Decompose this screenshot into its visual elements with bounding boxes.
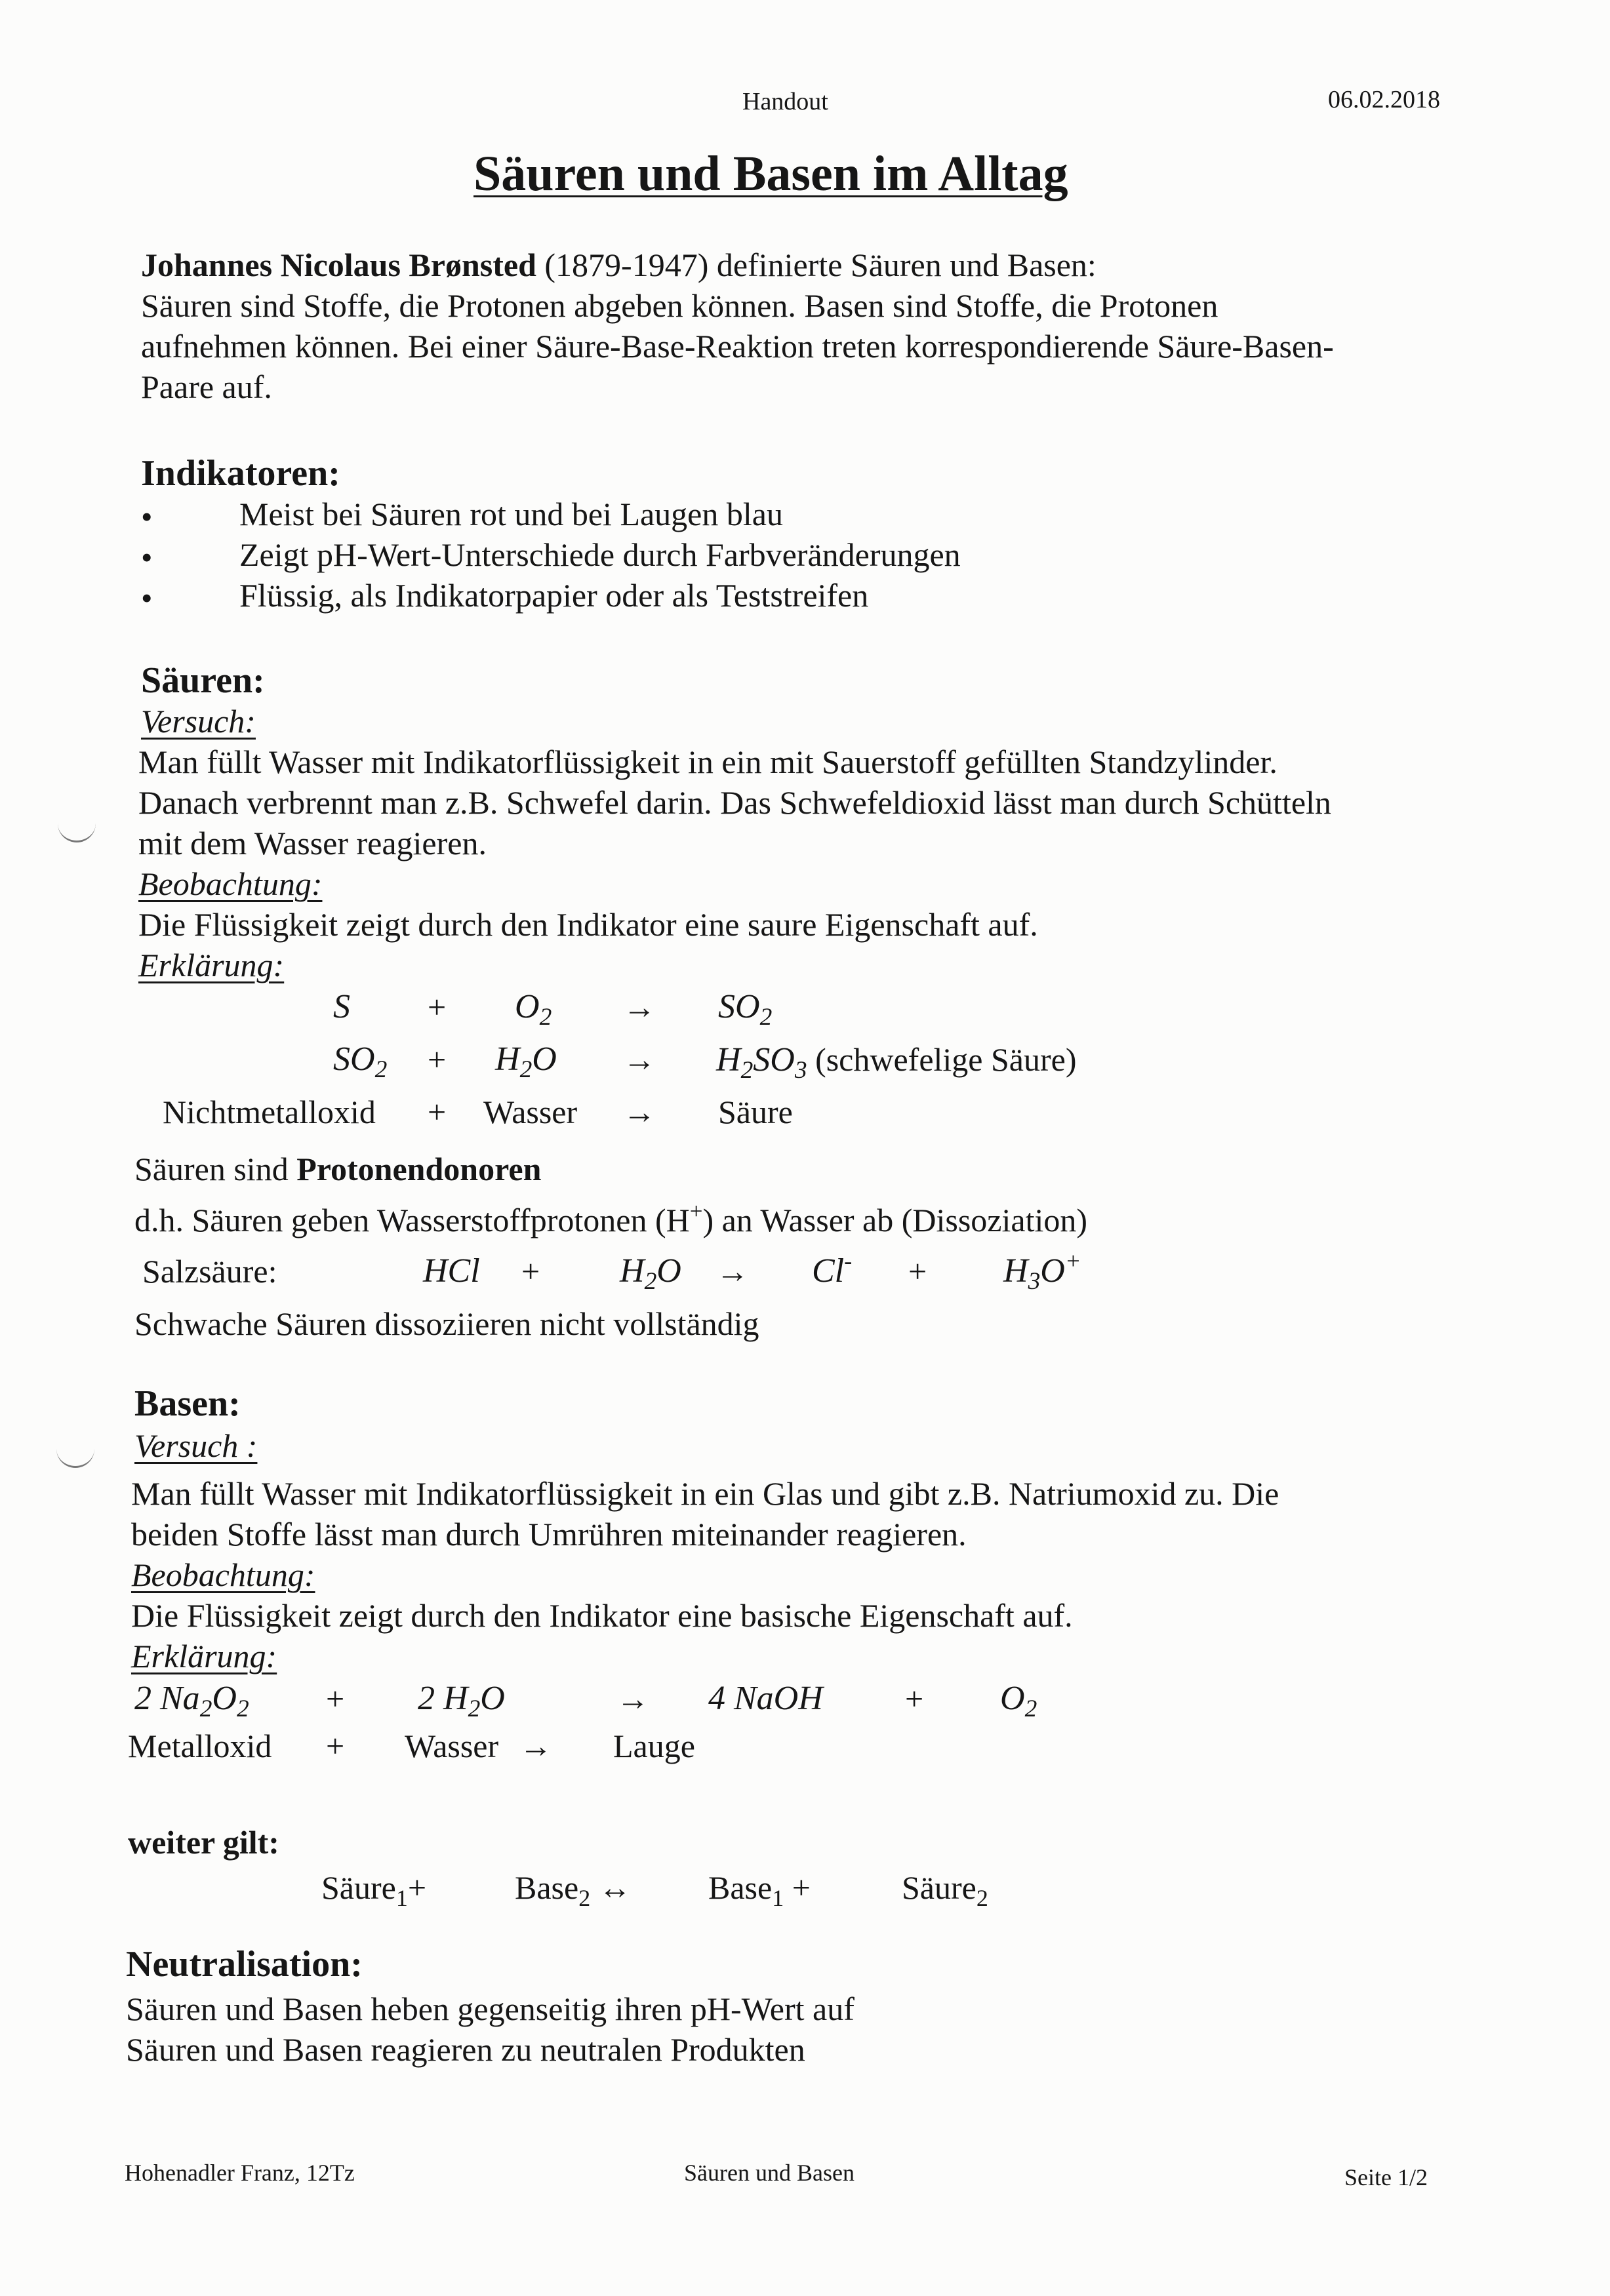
basen-eq1-arrow: →: [616, 1680, 649, 1717]
bullet-icon: •: [141, 580, 153, 616]
eq3-saeure: Säure: [718, 1094, 793, 1130]
basen-erklaerung-label: Erklärung:: [131, 1638, 277, 1674]
saeuren-heading: Säuren:: [141, 660, 265, 701]
salz-water: $H_2O$: [620, 1252, 681, 1296]
eq2-plus: +: [428, 1041, 447, 1078]
indikator-item-3: Flüssig, als Indikatorpapier oder als Teststreifen: [239, 577, 869, 614]
neutralisation-line-2: Säuren und Basen reagieren zu neutralen Produkten: [126, 2031, 805, 2068]
brønsted-name: Johannes Nicolaus Brønsted: [141, 247, 536, 283]
salz-chloride: Cl-: [812, 1247, 853, 1290]
footer-topic: Säuren und Basen: [684, 2160, 855, 2186]
weiter-saeure-1: Säure$_1$+: [321, 1869, 427, 1911]
saeuren-erklaerung-label: Erklärung:: [138, 947, 285, 983]
eq2-product: $H_2SO_3$ (schwefelige Säure): [716, 1041, 1077, 1084]
neutralisation-heading: Neutralisation:: [126, 1944, 363, 1985]
intro-line-1: [141, 245, 1097, 285]
dissoziation-line: d.h. Säuren geben Wasserstoffprotonen (H+) an Wasser ab (Dissoziation): [134, 1198, 1088, 1238]
basen-eq1-naoh: 4 NaOH: [708, 1680, 823, 1717]
intro-line-4: Paare auf.: [141, 368, 272, 405]
basen-eq2-metalloxid: Metalloxid: [128, 1728, 272, 1764]
neutralisation-line-1: Säuren und Basen heben gegenseitig ihren pH-Wert auf: [126, 1990, 855, 2027]
basen-beobachtung-label: Beobachtung:: [131, 1556, 315, 1593]
footer-page-number: Seite 1/2: [1344, 2164, 1428, 2190]
indikatoren-heading: Indikatoren:: [141, 453, 340, 494]
protonendonoren-line: Säuren sind Protonendonoren: [134, 1151, 542, 1187]
punch-hole-mark: [56, 1449, 94, 1468]
eq1-sulfur: S: [333, 988, 350, 1025]
basen-eq1-plus-2: +: [905, 1680, 924, 1717]
saeuren-versuch-line-2: Danach verbrennt man z.B. Schwefel darin. Das Schwefeldioxid lässt man durch Schütteln: [138, 784, 1331, 821]
basen-heading: Basen:: [134, 1383, 241, 1424]
header-label: Handout: [742, 88, 828, 115]
indikator-item-2: Zeigt pH-Wert-Unterschiede durch Farbveränderungen: [239, 536, 961, 573]
eq1-arrow: →: [623, 989, 656, 1025]
intro-line-3: aufnehmen können. Bei einer Säure-Base-Reaktion treten korrespondierende Säure-Basen-: [141, 328, 1334, 365]
eq3-arrow: →: [623, 1094, 656, 1130]
basen-eq1-plus-1: +: [326, 1680, 345, 1717]
basen-versuch-label: Versuch :: [134, 1427, 258, 1464]
salz-hcl: HCl: [423, 1252, 480, 1290]
eq2-arrow: →: [623, 1041, 656, 1078]
salz-oxonium: $H_3O^+$: [1003, 1247, 1081, 1296]
eq1-oxygen: $O_2$: [515, 988, 552, 1031]
bullet-icon: •: [141, 539, 153, 576]
saeuren-versuch-label: Versuch:: [141, 703, 256, 740]
schwache-saeuren-line: Schwache Säuren dissoziieren nicht vollständig: [134, 1305, 759, 1342]
eq3-wasser: Wasser: [483, 1094, 578, 1130]
salz-plus-2: +: [908, 1253, 927, 1290]
weiter-base-1: Base$_1$ +: [708, 1869, 811, 1911]
basen-eq1-water: 2 $H_2O$: [418, 1680, 505, 1723]
eq1-plus: +: [428, 989, 447, 1025]
saeuren-beobachtung-label: Beobachtung:: [138, 865, 323, 902]
footer-author: Hohenadler Franz, 12Tz: [125, 2160, 355, 2186]
salzsaeure-label: Salzsäure:: [142, 1253, 277, 1290]
saeuren-beobachtung-text: Die Flüssigkeit zeigt durch den Indikator eine saure Eigenschaft auf.: [138, 906, 1038, 943]
eq2-reactant-a: $SO_2$: [333, 1040, 388, 1084]
eq3-nichtmetalloxid: Nichtmetalloxid: [163, 1094, 376, 1130]
bullet-icon: •: [141, 498, 153, 535]
page-title: Säuren und Basen im Alltag: [473, 146, 1068, 201]
intro-line-1-rest: (1879-1947) definierte Säuren und Basen:: [544, 247, 1097, 283]
basen-beobachtung-text: Die Flüssigkeit zeigt durch den Indikator eine basische Eigenschaft auf.: [131, 1597, 1073, 1634]
basen-eq2-plus: +: [326, 1728, 345, 1764]
basen-versuch-line-2: beiden Stoffe lässt man durch Umrühren miteinander reagieren.: [131, 1516, 967, 1553]
basen-versuch-line-1: Man füllt Wasser mit Indikatorflüssigkeit in ein Glas und gibt z.B. Natriumoxid zu. Die: [131, 1475, 1279, 1512]
basen-eq1-oxygen: $O_2$: [1000, 1680, 1037, 1723]
punch-hole-mark: [58, 823, 96, 842]
basen-eq1-peroxide: 2 $Na_2O_2$: [134, 1680, 249, 1723]
eq3-plus: +: [428, 1094, 447, 1130]
salz-arrow: →: [716, 1253, 749, 1290]
eq1-product: $SO_2$: [718, 988, 773, 1031]
saeuren-versuch-line-1: Man füllt Wasser mit Indikatorflüssigkeit in ein mit Sauerstoff gefüllten Standzylinder.: [138, 743, 1278, 780]
saeuren-versuch-line-3: mit dem Wasser reagieren.: [138, 825, 487, 861]
salz-plus-1: +: [521, 1253, 540, 1290]
eq2-water: $H_2O$: [495, 1040, 557, 1084]
header-date: 06.02.2018: [1328, 86, 1440, 113]
basen-eq2-arrow: →: [519, 1728, 552, 1764]
basen-eq2-lauge: Lauge: [613, 1728, 695, 1764]
indikator-item-1: Meist bei Säuren rot und bei Laugen blau: [239, 496, 783, 532]
intro-line-2: Säuren sind Stoffe, die Protonen abgeben können. Basen sind Stoffe, die Protonen: [141, 287, 1218, 324]
weiter-base-2: Base$_2$ ↔: [515, 1869, 632, 1911]
basen-eq2-wasser: Wasser: [405, 1728, 499, 1764]
weiter-saeure-2: Säure$_2$: [902, 1869, 988, 1911]
weiter-gilt-heading: weiter gilt:: [128, 1824, 279, 1861]
